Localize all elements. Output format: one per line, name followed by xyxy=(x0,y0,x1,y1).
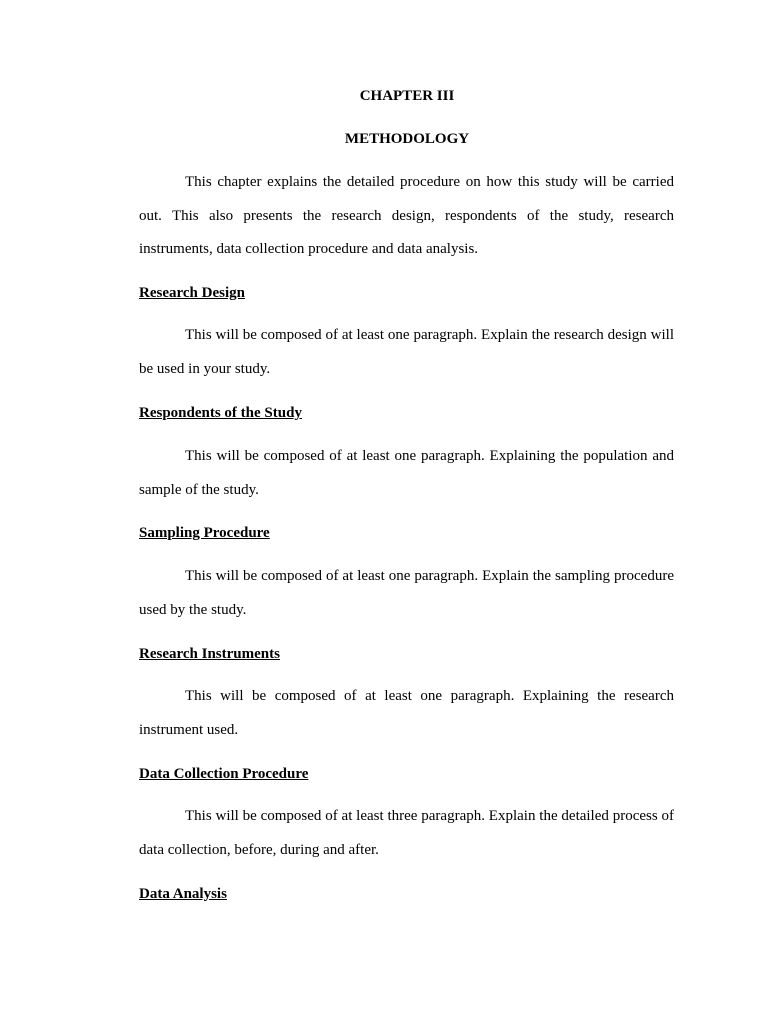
heading-research-design: Research Design xyxy=(139,285,245,301)
paragraph-research-design: This will be composed of at least one paragraph. Explain the research design will be used in your study. xyxy=(139,327,674,377)
chapter-number: CHAPTER III xyxy=(359,88,455,104)
heading-data-collection: Data Collection Procedure xyxy=(139,766,309,782)
chapter-title: METHODOLOGY xyxy=(344,131,470,147)
paragraph-data-collection: This will be composed of at least three paragraph. Explain the detailed process of data collection, before, during and after. xyxy=(139,808,674,858)
intro-paragraph: This chapter explains the detailed procedure on how this study will be carried out. This also presents the research design, respondents of the study, research instruments, data collection procedure and data analysis. xyxy=(139,174,674,257)
heading-data-analysis: Data Analysis xyxy=(139,886,227,902)
paragraph-research-instruments: This will be composed of at least one paragraph. Explaining the research instrument used. xyxy=(139,688,674,738)
paragraph-respondents: This will be composed of at least one paragraph. Explaining the population and sample of the study. xyxy=(139,448,674,498)
heading-sampling-procedure: Sampling Procedure xyxy=(139,525,270,541)
paragraph-sampling-procedure: This will be composed of at least one paragraph. Explain the sampling procedure used by the study. xyxy=(139,568,674,618)
heading-respondents: Respondents of the Study xyxy=(139,405,302,421)
heading-research-instruments: Research Instruments xyxy=(139,646,280,662)
